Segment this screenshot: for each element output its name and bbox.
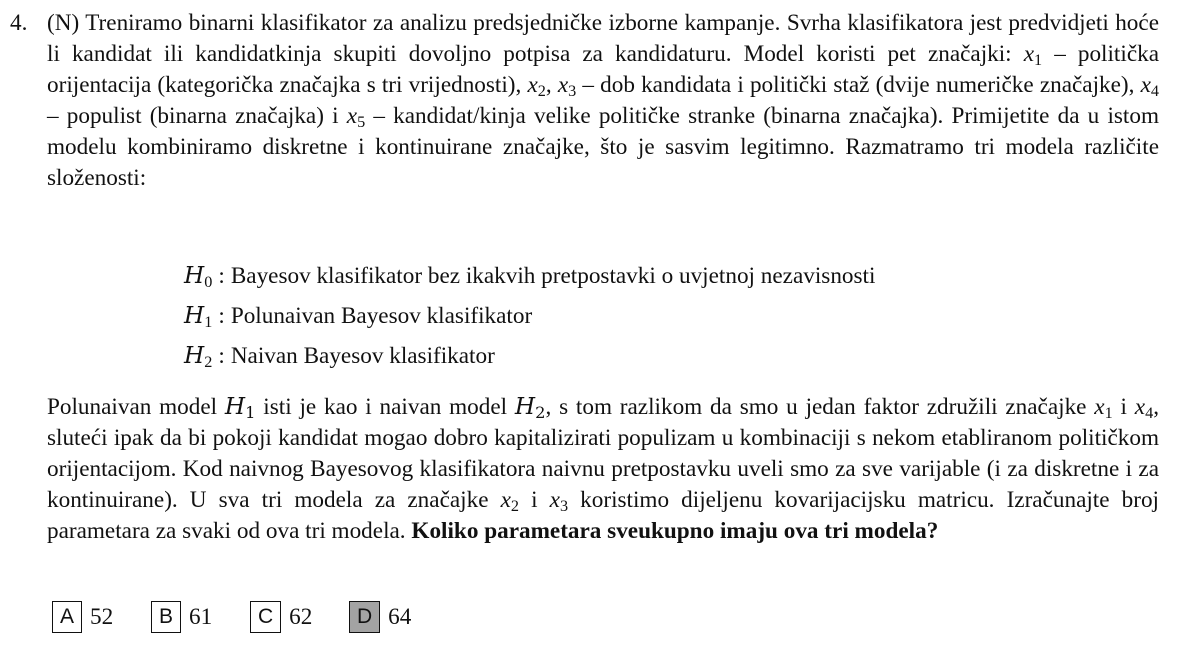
question-prompt: Koliko parametara sveukupno imaju ova tri modela?: [411, 518, 939, 544]
question-intro: [47, 8, 1159, 194]
answer-option-b[interactable]: [151, 601, 212, 633]
var-x5: $x_5$: [346, 103, 366, 132]
answer-d-letter-box[interactable]: D: [349, 601, 380, 633]
var-x1: $x_1$: [1023, 41, 1043, 70]
answer-b-letter-box[interactable]: B: [151, 601, 181, 633]
var-x2-x3: $x_2$, $x_3$: [527, 72, 577, 101]
question-number: 4.: [10, 10, 28, 36]
x23-description: – dob kandidata i politički staž (dvije numeričke značajke),: [576, 72, 1141, 98]
var-x4-ref: $x_4$: [1134, 394, 1154, 423]
model-h2: $H_2$ : Naivan Bayesov klasifikator: [184, 342, 495, 372]
answer-options: [0, 601, 1184, 637]
model-list: [184, 256, 875, 376]
answer-a-letter-box[interactable]: A: [52, 601, 82, 633]
var-x1-ref: $x_1$: [1094, 394, 1113, 423]
answer-option-d[interactable]: [349, 601, 411, 633]
intro-text: (N) Treniramo binarni klasifikator za analizu predsjedničke izborne kampanje. Svrha klasifikatora jest predvidjeti hoće li kandidat ili kandidatkinja skupiti dovoljno potpisa za kandidaturu. Model koristi pet značajki:: [47, 10, 1159, 67]
answer-d-value: 64: [388, 603, 412, 630]
answer-c-letter-box[interactable]: C: [250, 601, 281, 633]
model-h2-description: Naivan Bayesov klasifikator: [230, 343, 495, 369]
answer-option-a[interactable]: [52, 601, 113, 633]
model-h1: $H_1$ : Polunaivan Bayesov klasifikator: [184, 302, 533, 332]
var-x4: $x_4$: [1140, 72, 1160, 101]
x5-description: – kandidat/kinja velike političke stranke (binarna značajka). Primijetite da u istom modelu kombiniramo diskretne i kontinuirane značajke, što je sasvim legitimno. Razmatramo tri modela različite složenosti:: [47, 103, 1159, 191]
x4-description: – populist (binarna značajka) i: [47, 103, 347, 129]
var-x3-ref: $x_3$: [549, 487, 569, 516]
model-h0-description: Bayesov klasifikator bez ikakvih pretpostavki o uvjetnoj nezavisnosti: [230, 263, 876, 289]
answer-c-value: 62: [289, 603, 313, 630]
model-h0: $H_0$ : Bayesov klasifikator bez ikakvih pretpostavki o uvjetnoj nezavisnosti: [184, 262, 876, 292]
answer-b-value: 61: [189, 603, 213, 630]
model-h2-ref: $H_2$: [514, 393, 546, 423]
question-body: Polunaivan model $H_1$ isti je kao i naivan model $H_2$, s tom razlikom da smo u jedan faktor združili značajke $x_1$ i $x_4$, sluteći ipak da bi pokoji kandidat mogao dobro kapitalizirati populizam u kombinaciji s nekom etabliranom političkom orijentacijom. Kod naivnog Bayesovog klasifikatora naivnu pretpostavku uveli smo za sve varijable (i za diskretne i za kontinuirane). U sva tri modela za značajke $x_2$ i $x_3$ koristimo dijeljenu kovarijacijsku matricu. Izračunajte broj parametara za svaki od ova tri modela. Koliko parametara sveukupno imaju ova tri modela?: [47, 393, 1159, 544]
answer-option-c[interactable]: [250, 601, 312, 633]
model-h1-ref: $H_1$: [224, 393, 256, 423]
answer-a-value: 52: [90, 603, 114, 630]
var-x2-ref: $x_2$: [500, 487, 520, 516]
model-h1-description: Polunaivan Bayesov klasifikator: [230, 303, 533, 329]
x1-description: – politička orijentacija (kategorička značajka s tri vrijednosti),: [47, 41, 1159, 98]
